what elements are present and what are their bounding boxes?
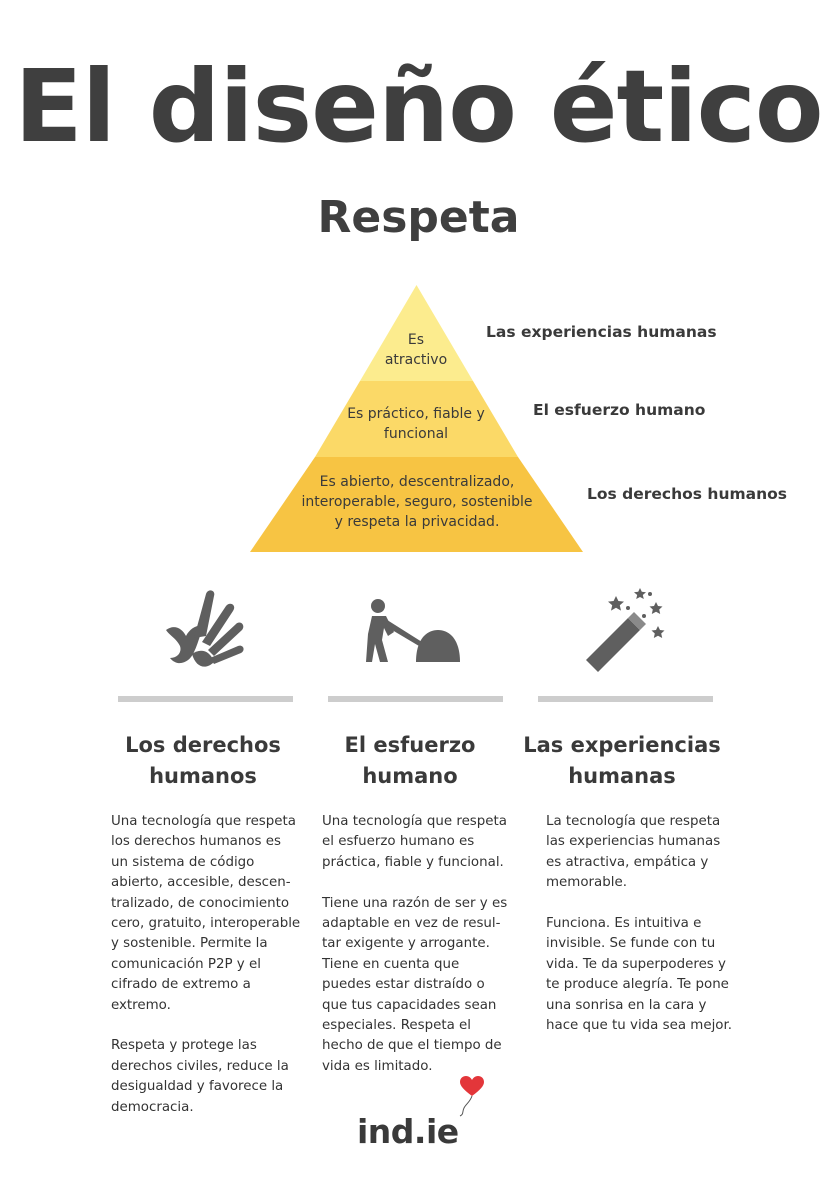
paragraph: Respeta y protege las derechos civiles, reduce la desigualdad y favorece la democracia.: [111, 1038, 289, 1115]
pyramid-label-esfuerzo: El esfuerzo humano: [533, 401, 706, 419]
paragraph: Tiene una razón de ser y es adaptable en vez de resul- tar exigente y arrogante. Tiene en cuenta que puedes estar distraído o que tus capacidades sean especiales. Respeta el hecho de que el tiempo de vida es limitado.: [322, 895, 508, 1074]
column-text-esfuerzo: [322, 812, 522, 1098]
pyramid-bottom-text: Es abierto, descentralizado, interoperable, seguro, sostenible y respeta la privacidad.: [301, 474, 533, 530]
column-divider-1: [118, 696, 293, 702]
pyramid-top-text: Es atractivo: [384, 332, 448, 368]
heart-balloon-icon: [452, 1074, 488, 1118]
indie-logo: ind.ie: [357, 1112, 459, 1151]
column-divider-3: [538, 696, 713, 702]
column-title-experiencias: Las experiencias humanas: [523, 733, 721, 788]
pyramid-middle-text: Es práctico, fiable y funcional: [347, 406, 485, 442]
column-divider-2: [328, 696, 503, 702]
column-text-derechos: [111, 812, 311, 1138]
magic-wand-stars-icon: [584, 584, 674, 674]
pyramid-label-derechos: Los derechos humanos: [587, 485, 787, 503]
column-text-experiencias: [546, 812, 746, 1057]
page-title: El diseño ético: [14, 48, 823, 165]
paragraph: Funciona. Es intuitiva e invisible. Se funde con tu vida. Te da superpoderes y te produce alegría. Te pone una sonrisa en la cara y hace que tu vida sea mejor.: [546, 916, 733, 1034]
column-title-derechos: Los derechos humanos: [125, 733, 281, 788]
sign-language-hands-icon: [160, 584, 250, 674]
column-title-esfuerzo: El esfuerzo humano: [344, 733, 476, 788]
paragraph: La tecnología que respeta las experiencias humanas es atractiva, empática y memorable.: [546, 814, 721, 891]
person-pushing-boulder-icon: [366, 596, 462, 666]
page-subtitle: Respeta: [317, 192, 520, 243]
paragraph: Una tecnología que respeta los derechos humanos es un sistema de código abierto, accesible, descen- tralizado, de conocimiento cero, gratuito, interoperable y sostenible. Permite la comunicación P2P y el cifrado de extremo a extremo.: [111, 814, 301, 1013]
pyramid-label-experiencias: Las experiencias humanas: [486, 323, 717, 341]
paragraph: Una tecnología que respeta el esfuerzo humano es práctica, fiable y funcional.: [322, 814, 507, 870]
